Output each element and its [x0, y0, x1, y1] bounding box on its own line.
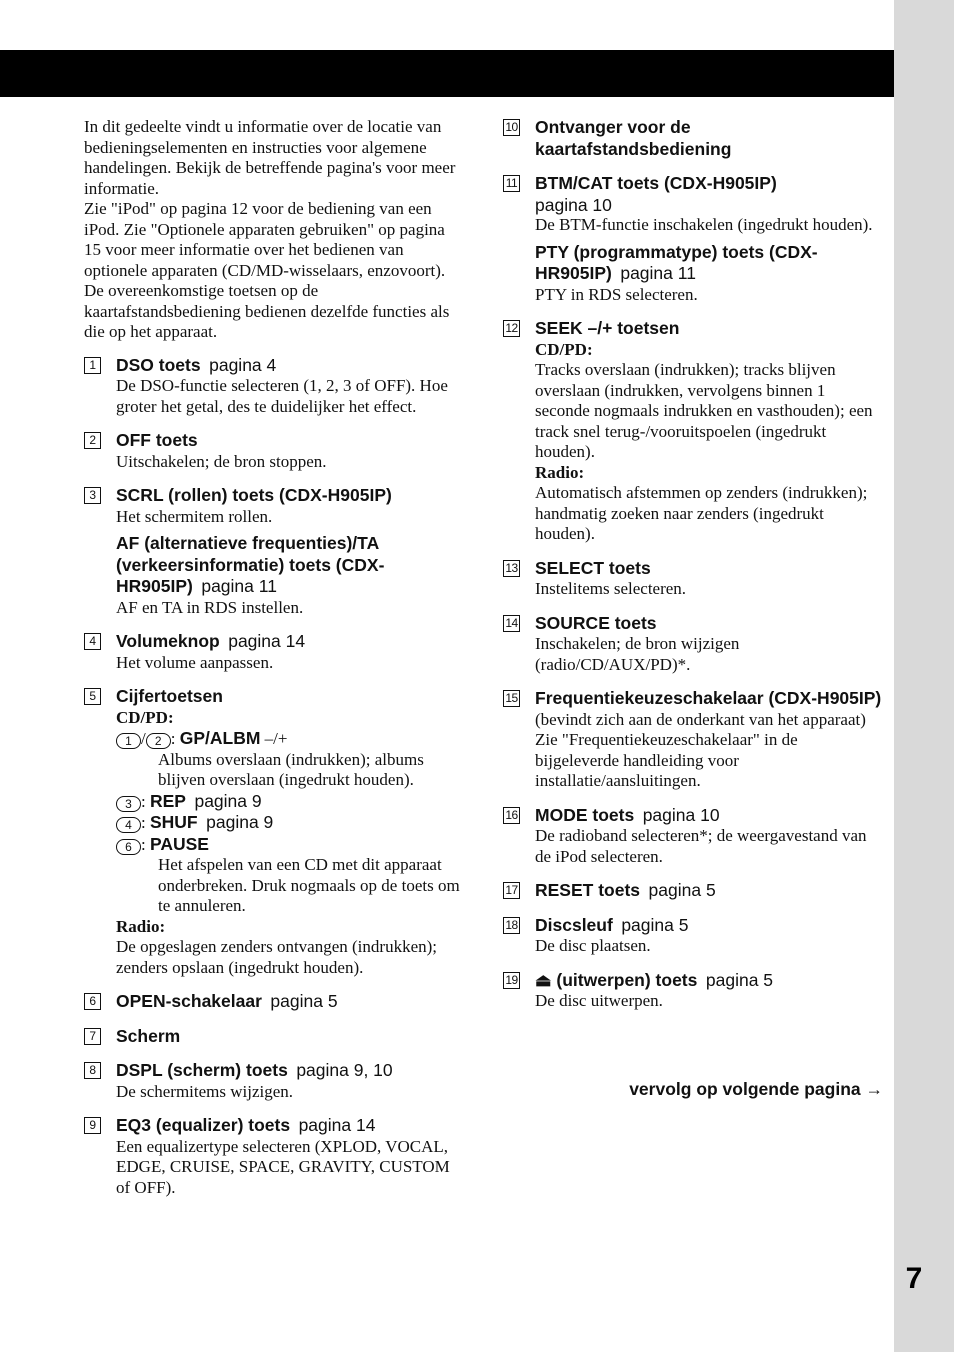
- item-seek: [503, 318, 883, 545]
- item-description: De schermitems wijzigen.: [116, 1081, 294, 1101]
- item-description: Zie "Frequentiekeuzeschakelaar" in de bijgeleverde handleiding voor installatie/aansluitingen.: [535, 730, 798, 790]
- item-number: 10: [503, 119, 520, 136]
- header-bar: [0, 50, 894, 97]
- item-mode: [503, 805, 883, 868]
- key-description: Albums overslaan (indrukken); albums blijven overslaan (ingedrukt houden).: [158, 749, 424, 789]
- item-number: 18: [503, 917, 520, 934]
- key-row-6: [116, 834, 462, 856]
- item-note: (bevindt zich aan de onderkant van het apparaat): [535, 709, 866, 729]
- left-column: [84, 117, 462, 1211]
- item-title: Cijfertoetsen: [116, 686, 223, 706]
- item-title: Frequentiekeuzeschakelaar (CDX-H905IP): [535, 688, 882, 708]
- key-function: SHUF: [149, 812, 198, 832]
- item-off: [84, 430, 462, 472]
- page-ref: pagina 5: [270, 991, 338, 1011]
- page-ref: pagina 9: [206, 812, 274, 832]
- item-title: DSO toets: [116, 354, 201, 375]
- item-btm-cat: [503, 173, 883, 305]
- item-title: SELECT toets: [535, 557, 651, 578]
- key-6-icon: 6: [116, 839, 141, 855]
- item-title: ⏏ (uitwerpen) toets: [535, 969, 698, 990]
- item-open-switch: [84, 991, 462, 1013]
- page-ref: pagina 4: [209, 354, 277, 375]
- separator: :: [170, 729, 176, 748]
- item-reset: [503, 880, 883, 902]
- separator: /: [141, 729, 146, 748]
- page-ref: pagina 9: [194, 790, 262, 811]
- item-description: De disc uitwerpen.: [535, 991, 663, 1010]
- intro-paragraph: Zie "iPod" op pagina 12 voor de bediening van een iPod. Zie "Optionele apparaten gebruiken" op pagina 15 voor meer informatie over het bedienen van optionele apparaten (CD/MD-wisselaars, enzovoort).: [84, 199, 446, 280]
- item-description: Het schermitem rollen.: [116, 506, 273, 526]
- separator: :: [141, 834, 146, 854]
- item-title: DSPL (scherm) toets: [116, 1060, 288, 1080]
- page-ref: pagina 10: [535, 194, 612, 215]
- key-suffix: –/+: [264, 729, 288, 748]
- key-row-1-2: [116, 728, 462, 750]
- page-ref: pagina 10: [642, 804, 720, 825]
- item-select: [503, 558, 883, 600]
- key-function: GP/ALBM: [179, 728, 261, 748]
- item-number: 8: [84, 1062, 101, 1079]
- item-receiver: [503, 117, 883, 160]
- item-number: 17: [503, 882, 520, 899]
- separator: :: [141, 791, 146, 811]
- item-description: Een equalizertype selecteren (XPLOD, VOCAL, EDGE, CRUISE, SPACE, GRAVITY, CUSTOM of OFF).: [116, 1136, 450, 1197]
- page-ref: pagina 9, 10: [296, 1060, 393, 1080]
- item-dso: [84, 355, 462, 418]
- item-subentry: [535, 242, 883, 306]
- page-ref: pagina 5: [621, 914, 689, 935]
- page-ref: pagina 14: [228, 631, 306, 651]
- key-3-icon: 3: [116, 796, 141, 812]
- item-number: 14: [503, 615, 520, 632]
- item-description: Uitschakelen; de bron stoppen.: [116, 451, 327, 471]
- item-description: Inschakelen; de bron wijzigen (radio/CD/AUX/PD)*.: [535, 634, 740, 674]
- key-row-4: [116, 812, 462, 834]
- key-1-icon: 1: [116, 733, 141, 749]
- item-description: De radioband selecteren*; de weergavestand van de iPod selecteren.: [535, 826, 867, 866]
- right-column: [503, 117, 883, 1025]
- item-source: [503, 613, 883, 676]
- item-number: 6: [84, 993, 101, 1010]
- page-ref: pagina 11: [620, 263, 696, 283]
- item-number: 15: [503, 690, 520, 707]
- item-number: 11: [503, 175, 520, 192]
- cd-label: CD/PD:: [535, 339, 593, 359]
- item-title: OPEN-schakelaar: [116, 991, 262, 1011]
- item-title: RESET toets: [535, 880, 641, 900]
- key-description: Het afspelen van een CD met dit apparaat onderbreken. Druk nogmaals op de toets om te annuleren.: [158, 855, 460, 915]
- item-description: AF en TA in RDS instellen.: [116, 597, 304, 617]
- item-number: 4: [84, 633, 101, 650]
- item-number: 13: [503, 560, 520, 577]
- item-title: BTM/CAT toets (CDX-H905IP): [535, 173, 777, 193]
- continued-next-page: vervolg op volgende pagina →: [629, 1079, 883, 1099]
- intro-text: [84, 117, 462, 343]
- item-disc-slot: [503, 915, 883, 957]
- item-frequency-switch: [503, 688, 883, 792]
- item-number: 3: [84, 487, 101, 504]
- item-display: [84, 1026, 462, 1048]
- item-description: De BTM-functie inschakelen (ingedrukt houden).: [535, 215, 873, 234]
- key-2-icon: 2: [146, 733, 171, 749]
- item-title: Scherm: [116, 1025, 181, 1046]
- radio-label: Radio:: [535, 462, 585, 482]
- intro-paragraph: De overeenkomstige toetsen op de kaartafstandsbediening bedienen dezelfde functies als die op het apparaat.: [84, 281, 450, 341]
- item-title: Discsleuf: [535, 914, 613, 935]
- item-number: 12: [503, 320, 520, 337]
- key-function: PAUSE: [149, 833, 209, 854]
- item-description: De disc plaatsen.: [535, 936, 651, 955]
- page-ref: pagina 11: [201, 576, 277, 596]
- item-number: 9: [84, 1117, 101, 1134]
- page-ref: pagina 14: [298, 1115, 376, 1135]
- side-strip: [894, 0, 954, 1352]
- key-row-3: [116, 791, 462, 813]
- item-subtitle: AF (alternatieve frequenties)/TA (verkeersinformatie) toets (CDX-HR905IP): [116, 533, 385, 596]
- item-title: MODE toets: [535, 804, 635, 825]
- item-number: 16: [503, 807, 520, 824]
- page-ref: pagina 5: [648, 880, 716, 900]
- item-eq3: [84, 1115, 462, 1198]
- item-subtitle: PTY (programmatype) toets (CDX-HR905IP): [535, 241, 818, 283]
- item-volume: [84, 631, 462, 673]
- item-description: PTY in RDS selecteren.: [535, 284, 698, 304]
- item-description: Tracks overslaan (indrukken); tracks blijven overslaan (indrukken, vervolgens binnen 1 seconde nogmaals indrukken en vasthouden); een track snel terug-/vooruitspoelen (ingedrukt houden).: [535, 360, 873, 461]
- item-description: Instelitems selecteren.: [535, 579, 687, 598]
- item-number: 19: [503, 972, 520, 989]
- separator: :: [141, 813, 146, 832]
- item-title: Ontvanger voor de kaartafstandsbediening: [535, 117, 732, 159]
- item-dspl: [84, 1060, 462, 1102]
- item-eject: [503, 970, 883, 1012]
- item-title: SOURCE toets: [535, 612, 657, 633]
- item-subentry: [116, 533, 462, 618]
- item-title: SEEK –/+ toetsen: [535, 318, 680, 338]
- page-number: 7: [905, 1262, 923, 1295]
- item-title: Volumeknop: [116, 631, 220, 651]
- item-description: Automatisch afstemmen op zenders (indrukken); handmatig zoeken naar zenders (ingedrukt houden).: [535, 483, 868, 543]
- item-title: OFF toets: [116, 430, 198, 450]
- radio-label: Radio:: [116, 916, 166, 936]
- item-title: SCRL (rollen) toets (CDX-H905IP): [116, 485, 392, 505]
- item-number-keys: [84, 686, 462, 978]
- item-scrl: [84, 485, 462, 618]
- item-description: De DSO-functie selecteren (1, 2, 3 of OFF). Hoe groter het getal, des te duidelijker het effect.: [116, 376, 448, 416]
- cd-label: CD/PD:: [116, 707, 174, 727]
- key-4-icon: 4: [116, 817, 141, 833]
- key-function: REP: [149, 790, 186, 811]
- item-number: 7: [84, 1028, 101, 1045]
- item-number: 2: [84, 432, 101, 449]
- item-number: 1: [84, 357, 101, 374]
- intro-paragraph: In dit gedeelte vindt u informatie over de locatie van bedieningselementen en instructies voor algemene handelingen. Bekijk de betreffende pagina's voor meer informatie.: [84, 117, 456, 198]
- item-description: Het volume aanpassen.: [116, 652, 274, 672]
- item-number: 5: [84, 688, 101, 705]
- item-description: De opgeslagen zenders ontvangen (indrukken); zenders opslaan (ingedrukt houden).: [116, 937, 437, 977]
- page-ref: pagina 5: [705, 969, 774, 990]
- item-title: EQ3 (equalizer) toets: [116, 1115, 291, 1135]
